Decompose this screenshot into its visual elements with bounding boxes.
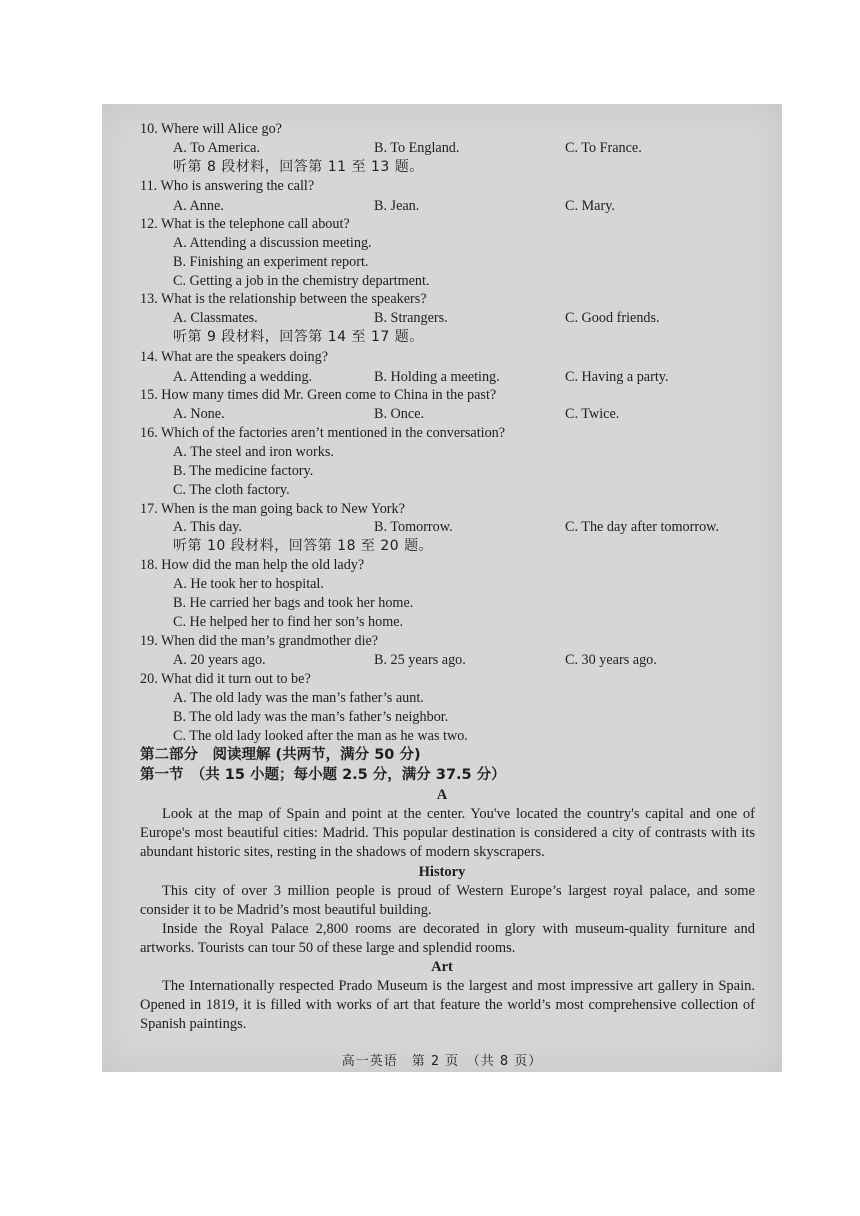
option-c: C. The day after tomorrow.: [565, 519, 720, 535]
listening-instruction: 听第 10 段材料，回答第 18 至 20 题。: [173, 538, 434, 554]
option-c: C. Good friends.: [565, 310, 660, 326]
options-row: [173, 197, 782, 215]
option-c: C. The old lady looked after the man as he was two.: [173, 728, 468, 744]
option-b: B. Tomorrow.: [374, 519, 453, 535]
listening-instruction: 听第 8 段材料，回答第 11 至 13 题。: [173, 159, 424, 175]
option-c: C. To France.: [565, 140, 642, 156]
options-row: [173, 518, 782, 536]
option-b: B. He carried her bags and took her home.: [173, 595, 414, 611]
question-stem: 14. What are the speakers doing?: [140, 349, 329, 365]
option-b: B. To England.: [374, 140, 460, 156]
question-stem: 12. What is the telephone call about?: [140, 216, 350, 232]
option-a: A. Anne.: [173, 198, 224, 214]
option-c: C. Mary.: [565, 198, 615, 214]
part-title: 第二部分 阅读理解 (共两节，满分 50 分): [140, 747, 421, 763]
art-paragraph-1: The Internationally respected Prado Museum is the largest and most impressive art gallery in Spain. Opened in 1819, it is filled with works of art that feature the world’s most comprehensive collection of Spanish paintings.: [140, 978, 755, 1032]
options-row: [173, 309, 782, 327]
options-row: [173, 651, 782, 669]
listening-instruction: 听第 9 段材料，回答第 14 至 17 题。: [173, 329, 424, 345]
options-row: [173, 139, 782, 157]
option-c: C. 30 years ago.: [565, 652, 657, 668]
option-a: A. Classmates.: [173, 310, 258, 326]
option-b: B. Holding a meeting.: [374, 369, 500, 385]
option-b: B. Jean.: [374, 198, 420, 214]
option-c: C. Twice.: [565, 406, 620, 422]
question-stem: 10. Where will Alice go?: [140, 121, 282, 137]
option-b: B. Strangers.: [374, 310, 448, 326]
option-a: A. He took her to hospital.: [173, 576, 324, 592]
art-heading: Art: [431, 959, 453, 975]
section-title: 第一节 （共 15 小题；每小题 2.5 分，满分 37.5 分）: [140, 767, 506, 783]
question-stem: 15. How many times did Mr. Green come to China in the past?: [140, 387, 497, 403]
options-row: [173, 368, 782, 386]
question-stem: 17. When is the man going back to New York?: [140, 501, 405, 517]
option-a: A. The steel and iron works.: [173, 444, 334, 460]
history-paragraph-1: This city of over 3 million people is proud of Western Europe’s largest royal palace, and some consider it to be Madrid’s most beautiful building.: [140, 883, 755, 918]
option-a: A. 20 years ago.: [173, 652, 266, 668]
question-stem: 18. How did the man help the old lady?: [140, 557, 365, 573]
option-a: A. This day.: [173, 519, 242, 535]
options-row: [173, 405, 782, 423]
page-footer: 高一英语 第 2 页 （共 8 页）: [341, 1054, 543, 1069]
question-stem: 11. Who is answering the call?: [140, 178, 315, 194]
option-b: B. Once.: [374, 406, 425, 422]
passage-label: A: [436, 787, 448, 803]
passage-intro: Look at the map of Spain and point at the center. You've located the country's capital and one of Europe's most beautiful cities: Madrid. This popular destination is considered a city of contrasts with its abundant historic sites, resting in the shadows of modern skyscrapers.: [140, 806, 755, 860]
question-stem: 16. Which of the factories aren’t mentioned in the conversation?: [140, 425, 506, 441]
option-a: A. The old lady was the man’s father’s aunt.: [173, 690, 424, 706]
option-a: A. Attending a discussion meeting.: [173, 235, 372, 251]
question-stem: 20. What did it turn out to be?: [140, 671, 311, 687]
question-stem: 19. When did the man’s grandmother die?: [140, 633, 379, 649]
history-paragraph-2: Inside the Royal Palace 2,800 rooms are decorated in glory with museum-quality furniture and artworks. Tourists can tour 50 of these large and splendid rooms.: [140, 921, 755, 956]
option-c: C. Having a party.: [565, 369, 669, 385]
option-a: A. To America.: [173, 140, 261, 156]
option-b: B. Finishing an experiment report.: [173, 254, 369, 270]
option-a: A. Attending a wedding.: [173, 369, 313, 385]
option-b: B. The old lady was the man’s father’s neighbor.: [173, 709, 449, 725]
option-b: B. 25 years ago.: [374, 652, 466, 668]
history-heading: History: [418, 864, 466, 880]
option-c: C. Getting a job in the chemistry department.: [173, 273, 430, 289]
question-stem: 13. What is the relationship between the speakers?: [140, 291, 427, 307]
exam-page: [102, 104, 782, 1072]
option-a: A. None.: [173, 406, 225, 422]
option-b: B. The medicine factory.: [173, 463, 314, 479]
option-c: C. He helped her to find her son’s home.: [173, 614, 404, 630]
option-c: C. The cloth factory.: [173, 482, 290, 498]
